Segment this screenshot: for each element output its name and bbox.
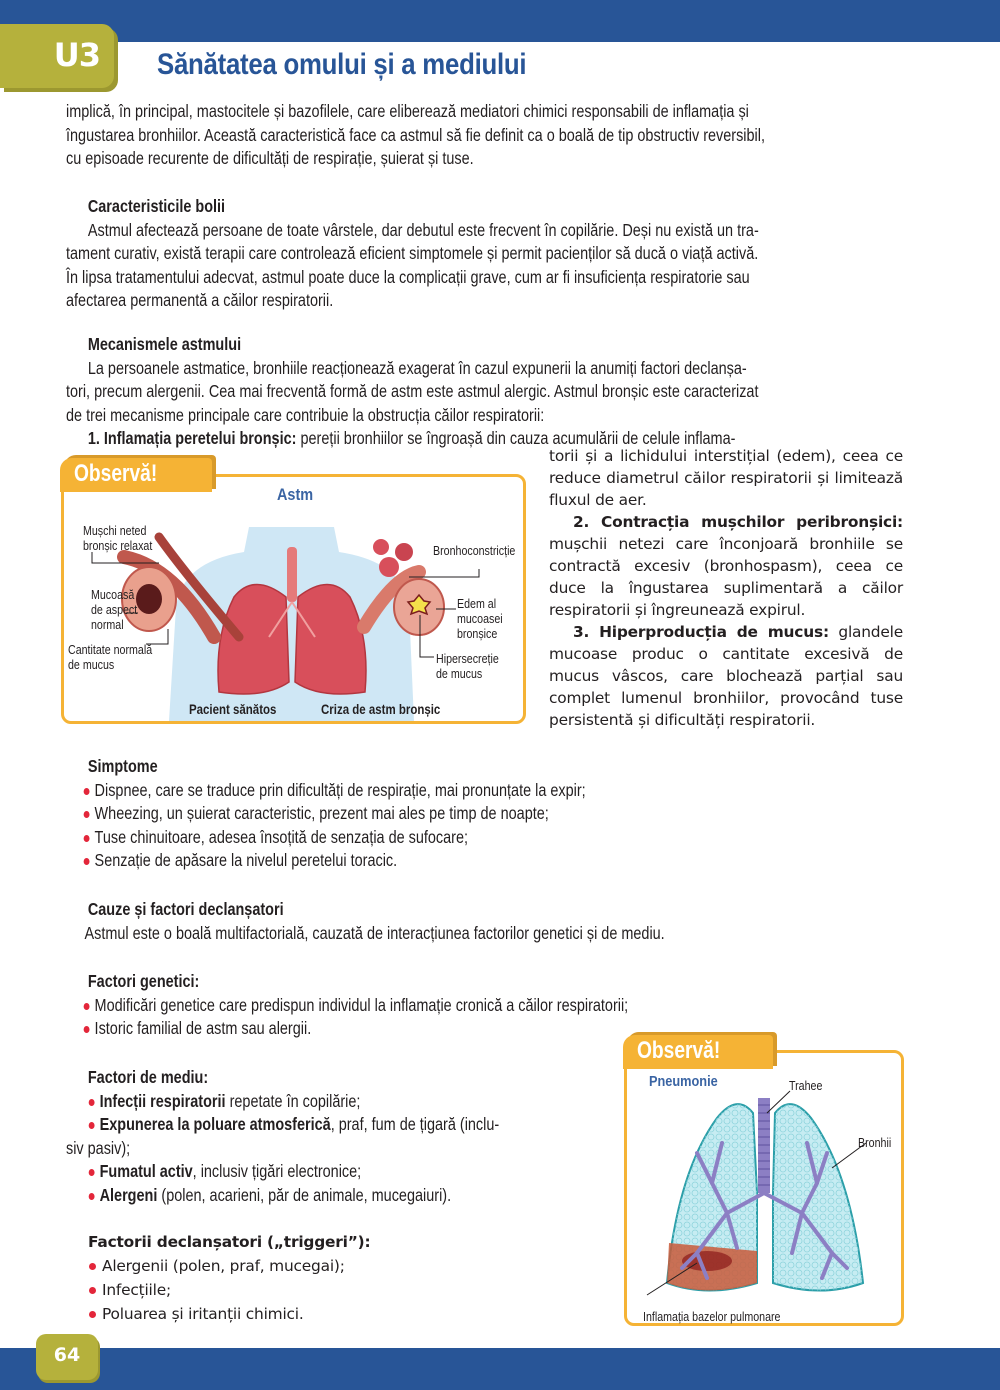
list-item: Tuse chinuitoare, adesea însoțită de senzația de sufocare; [83,826,940,850]
unit-label: U3 [53,36,100,74]
label-inflammation: Inflamația bazelor pulmonare [643,1309,781,1324]
list-item: Senzație de apăsare la nivelul peretelui toracic. [83,849,940,873]
observe-tab [60,458,212,492]
section-heading: Cauze și factori declanșatori [87,899,284,919]
text-line: cu episoade recurente de dificultăți de respirație, șuierat și tuse. [66,148,474,168]
header-bar [0,0,1000,42]
text-line: de trei mecanisme principale care contribuie la obstrucția căilor respiratorii: [66,404,545,425]
mechanism-2-title: 2. Contracția mușchilor peribronșici: [573,513,903,531]
text-line: afectarea permanentă a căilor respiratorii. [66,290,334,310]
figure-title: Pneumonie [649,1073,718,1090]
observe-label: Observă! [637,1037,721,1064]
text-line: La persoanele astmatice, bronhiile reacționează exagerat în cazul expunerii la anumiți factori declanșa- [87,357,747,378]
observe-tab [623,1035,773,1069]
list-item: Istoric familial de astm sau alergii. [83,1017,940,1041]
list-item: Infecții respiratorii repetate în copilărie; [88,1090,604,1114]
text-line: Astmul este o boală multifactorială, cauzată de interacțiunea factorilor genetici și de mediu. [84,922,665,943]
section-heading: Simptome [87,756,158,776]
mechanism-3-title: 3. Hiperproducția de mucus: [573,623,829,641]
label-bronchi: Bronhii [858,1135,892,1150]
text-line: tori, precum alergenii. Cea mai frecventă formă de astm este astmul alergic. Astmul bronșic este caracterizat [66,381,759,401]
unit-badge [0,24,114,88]
mechanism-1-title: 1. Inflamația peretelui bronșic: [87,428,297,448]
triggers-section [88,1230,370,1326]
text-line: implică, în principal, mastocitele și bazofilele, care eliberează mediatori chimici responsabili de inflamația și [66,101,749,121]
mechanism-2-text: mușchii netezi care înconjoară bronhiile se contractă excesiv (bronhospasm), ceea ce duce la îngustarea suplimentară a căilor respiratorii și îngreunează expirul. [549,535,903,619]
symptoms-section [66,755,940,873]
intro-paragraph [66,100,940,171]
mechanism-3-text: glandele mucoase produc o cantitate excesivă de mucus vâscos, care blochează parțial sau complet lumenul bronhiilor, provocând tuse persistentă și dificultăți respiratorii. [549,623,903,729]
section-heading: Factori genetici: [87,971,200,991]
section-heading: Mecanismele astmului [87,334,242,354]
text-line: În lipsa tratamentului adecvat, astmul poate duce la complicații grave, cum ar fi insuficiența respiratorie sau [66,266,750,287]
text-line: îngustarea bronhiilor. Această caracteristică face ca astmul să fie definit ca o boală de tip obstructiv reversibil, [66,124,765,145]
list-item: Alergeni (polen, acarieni, păr de animale, mucegaiuri). [88,1184,604,1208]
label-healthy-patient: Pacient sănătos [189,701,277,717]
text-line: siv pasiv); [66,1137,131,1158]
pneumonia-illustration [627,1053,901,1323]
label-asthma-crisis: Criza de astm bronșic [321,701,441,717]
label-bronchoconstriction: Bronhoconstricție [433,543,516,558]
list-item: Poluarea și iritanții chimici. [88,1302,370,1326]
text-line: Astmul afectează persoane de toate vârstele, dar debutul este frecvent în copilărie. Deși nu există un tra- [87,219,759,240]
observe-label: Observă! [74,460,158,487]
list-item: Alergenii (polen, praf, mucegai); [88,1254,370,1278]
list-item: Wheezing, un șuierat caracteristic, prezent mai ales pe timp de noapte; [83,802,940,826]
text-line: tament curativ, există terapii care controlează eficient simptomele și permit pacienților să ducă o viață activă. [66,243,759,263]
label-mucosa: Mucoasă de aspect normal [91,587,138,632]
page-title: Sănătatea omului și a mediului [157,48,527,81]
label-muscle: Mușchi neted bronșic relaxat [83,523,153,553]
mechanism-1-text: torii și a lichidului interstițial (edem), ceea ce reduce diametrul căilor respiratorii și limitează fluxul de aer. [549,447,903,509]
mechanisms-section [66,333,940,451]
characteristics-section [66,195,940,313]
text-line: pereții bronhiilor se îngroașă din cauza acumulării de celule inflama- [296,428,736,448]
list-item: Dispnee, care se traduce prin dificultăți de respirație, mai pronunțate la expir; [83,779,940,803]
label-edema: Edem al mucoasei bronșice [457,596,503,641]
label-trachea: Trahee [789,1078,823,1093]
environment-section [66,1066,604,1207]
list-item: Modificări genetice care predispun individul la inflamație cronică a căilor respiratorii; [83,994,940,1018]
page-number: 64 [53,1344,81,1366]
section-heading: Caracteristicile bolii [87,196,226,216]
page-number-badge [36,1334,98,1380]
genetic-section [66,970,940,1041]
figure-asthma [61,474,526,724]
section-heading: Factorii declanșatori („triggeri”): [88,1233,371,1251]
causes-section [66,898,940,945]
list-item: Expunerea la poluare atmosferică, praf, fum de țigară (inclu- [88,1113,604,1137]
section-heading: Factori de mediu: [87,1067,209,1087]
list-item: Fumatul activ, inclusiv țigări electronice; [88,1160,604,1184]
label-mucus-normal: Cantitate normală de mucus [68,642,153,672]
list-item: Infecțiile; [88,1278,370,1302]
footer-bar [0,1348,1000,1390]
figure-pneumonia [624,1050,904,1326]
label-hypersecretion: Hipersecreție de mucus [436,651,499,681]
mechanisms-right-column [549,445,903,731]
figure-title: Astm [277,485,314,504]
